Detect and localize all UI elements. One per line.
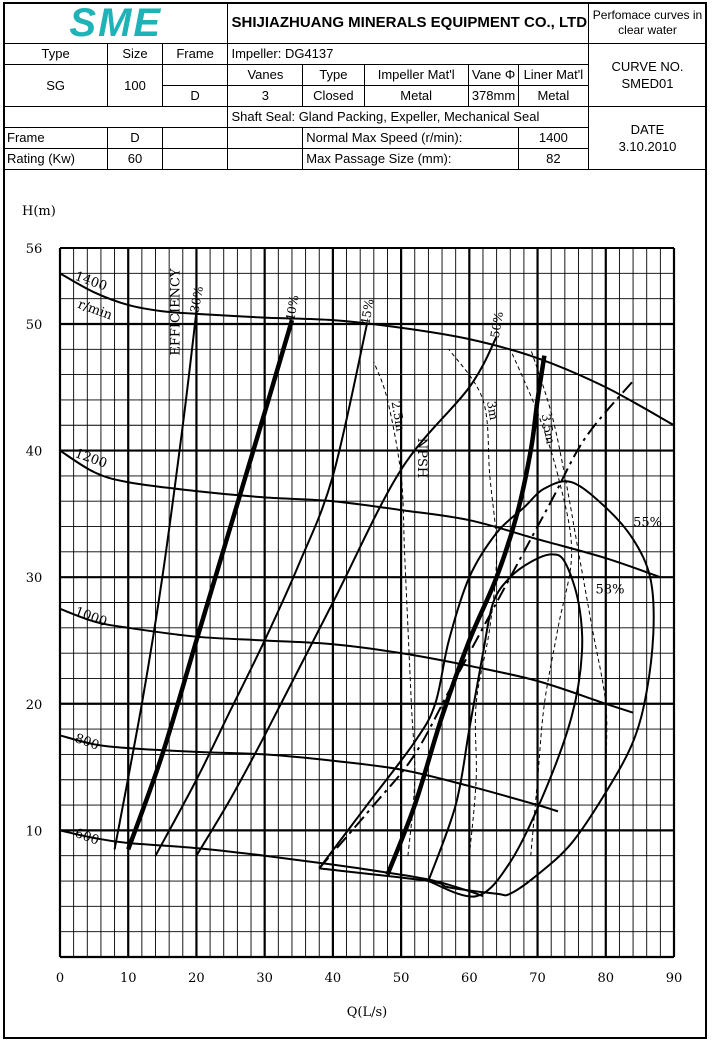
x-tick-label: 10 [119, 971, 137, 986]
x-tick-label: 70 [529, 971, 546, 986]
size-value: 100 [108, 65, 162, 107]
imp-type-label: Type [303, 65, 364, 86]
date: DATE 3.10.2010 [589, 107, 707, 170]
spec-header-table [3, 2, 707, 170]
head-curve-label: 1400 [72, 268, 109, 295]
efficiency-label: EFFICIENCY [168, 268, 184, 356]
x-tick-label: 60 [461, 971, 478, 986]
imp-type-value: Closed [303, 86, 364, 107]
x-tick-label: 0 [55, 971, 65, 986]
head-curve-label: 1200 [72, 446, 109, 472]
efficiency-line-label: 40% [283, 293, 302, 323]
type-label: Type [4, 44, 108, 65]
x-tick-label: 50 [392, 971, 410, 986]
efficiency-line-label: 50% [487, 310, 507, 340]
y-tick-label: 10 [25, 824, 43, 840]
max-passage-value: 82 [518, 149, 588, 170]
efficiency-line [156, 324, 367, 856]
y-tick-label: 20 [25, 697, 43, 713]
curve-no: CURVE NO. SMED01 [589, 44, 707, 107]
efficiency-line-label: 30% [187, 285, 207, 314]
size-label: Size [108, 44, 162, 65]
frame2-label: Frame [4, 128, 108, 149]
efficiency-island-label: 55% [633, 515, 662, 531]
efficiency-island-label: 58% [595, 582, 625, 598]
head-curve-label: 1000 [72, 604, 109, 630]
x-tick-label: 80 [597, 971, 615, 986]
speed-unit-label: r/min [75, 297, 115, 324]
npsh-label: NPSH [414, 437, 430, 479]
y-tick-label: 40 [25, 444, 43, 460]
vane-dia-label: Vane Φ [468, 65, 518, 86]
frame-value: D [162, 86, 228, 107]
imp-mat-value: Metal [364, 86, 468, 107]
frame-label: Frame [162, 44, 228, 65]
y-tick-label: 56 [25, 242, 43, 257]
x-tick-label: 30 [256, 971, 273, 986]
imp-mat-label: Impeller Mat'l [364, 65, 468, 86]
x-tick-label: 40 [324, 971, 342, 986]
liner-label: Liner Mat'l [518, 65, 588, 86]
head-curve-label: 600 [72, 826, 102, 849]
frame2-value: D [108, 128, 162, 149]
logo: SME [4, 3, 228, 44]
vanes-label: Vanes [228, 65, 303, 86]
npsh-line-label: 3m [484, 400, 502, 422]
max-speed-label: Normal Max Speed (r/min): [303, 128, 518, 149]
curve-note: Perfomace curves in clear water [589, 3, 707, 44]
type-value: SG [4, 65, 108, 107]
head-curve-label: 800 [72, 731, 102, 754]
x-tick-label: 90 [665, 971, 683, 986]
company-name: SHIJIAZHUANG MINERALS EQUIPMENT CO., LTD [228, 3, 589, 44]
y-tick-label: 50 [25, 317, 43, 333]
y-axis-label: H(m) [22, 204, 56, 219]
npsh-line-label: 3.5m [538, 412, 558, 446]
shaft-seal: Shaft Seal: Gland Packing, Expeller, Mechanical Seal [228, 107, 589, 128]
max-passage-label: Max Passage Size (mm): [303, 149, 518, 170]
impeller-label: Impeller: DG4137 [228, 44, 589, 65]
rating-value: 60 [108, 149, 162, 170]
rating-label: Rating (Kw) [4, 149, 108, 170]
vanes-value: 3 [228, 86, 303, 107]
performance-chart [0, 180, 712, 1040]
efficiency-island [428, 554, 582, 896]
y-tick-label: 30 [25, 571, 43, 587]
liner-value: Metal [518, 86, 588, 107]
efficiency-line-label: 45% [358, 297, 377, 327]
max-speed-line [387, 356, 544, 875]
x-axis-label: Q(L/s) [346, 1005, 388, 1020]
vane-dia-value: 378mm [468, 86, 518, 107]
x-tick-label: 20 [188, 971, 205, 986]
head-curve-600 [60, 830, 483, 896]
max-speed-value: 1400 [518, 128, 588, 149]
npsh-line-label: 2.5m [388, 400, 408, 433]
